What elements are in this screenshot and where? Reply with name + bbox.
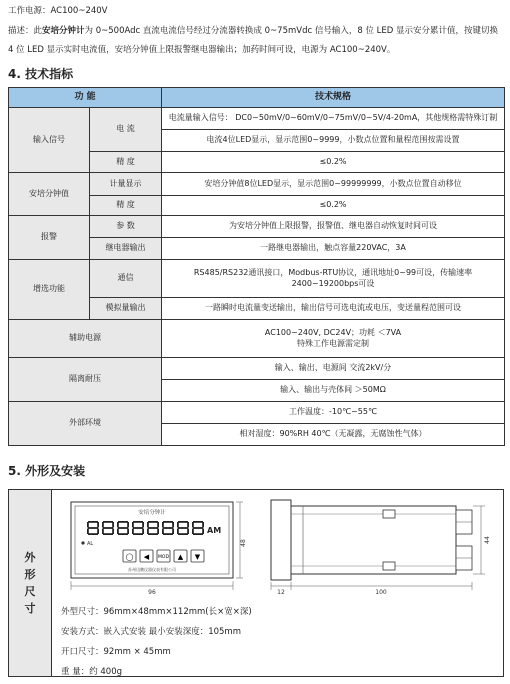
led-segment: [172, 529, 174, 535]
row-label-enhance: 增选功能: [9, 260, 90, 320]
led-segment: [162, 529, 164, 535]
cell-iso-spec-2: 输入、输出与壳体间 ＞50MΩ: [162, 380, 505, 402]
led-segment: [157, 522, 159, 528]
cell-count-spec: 安培分钟值8位LED显示，显示范围0~99999999，小数点位置自动移位: [162, 173, 505, 196]
led-segment: [103, 533, 113, 535]
side-bezel: [271, 500, 291, 580]
table-row: [9, 216, 505, 238]
front-view: [71, 502, 247, 596]
led-segment: [177, 529, 179, 535]
led-segment: [112, 522, 114, 528]
sub-label-current: 电 流: [90, 108, 162, 152]
label-char: 形: [24, 568, 36, 581]
led-segment: [187, 522, 189, 528]
led-segment: [127, 529, 129, 535]
cell-current-spec-2: 电流4位LED显示，显示范围0~9999，小数点位置和量程范围按需设置: [162, 130, 505, 152]
section5-title: 5. 外形及安装: [8, 464, 86, 478]
desc-text-1: 为 0~500Adc 直流电流信号经过分流器转换成 0~75mVdc 信号输入，8 位 LED 显示安分累计值，按键切换: [84, 26, 499, 36]
led-segment: [147, 529, 149, 535]
label-char: 尺: [24, 585, 36, 598]
desc-text-2: 4 位 LED 显示实时电流值，安培分钟值上限报警继电器输出；加药时间可设，电源为 AC100~240V。: [8, 45, 396, 55]
aux-spec-line-2: 特殊工作电源需定制: [297, 338, 370, 348]
led-segment: [192, 522, 194, 528]
cell-iso-spec-1: 输入、输出、电源间 交流2kV/分: [162, 358, 505, 380]
up-button-glyph: ▲: [177, 553, 184, 561]
product-description: [8, 22, 504, 60]
col-header-function: 功 能: [9, 88, 162, 108]
led-segment: [202, 529, 204, 535]
led-segment: [87, 522, 89, 528]
led-segment: [117, 522, 119, 528]
dimensions-box: [8, 489, 504, 677]
led-segment: [202, 522, 204, 528]
sub-label-params: 参 数: [90, 216, 162, 238]
led-segment: [142, 522, 144, 528]
table-row: [9, 358, 505, 380]
led-segment: [97, 522, 99, 528]
led-segment: [118, 527, 128, 529]
led-segment: [117, 529, 119, 535]
label-char: 外: [24, 551, 36, 564]
led-segment: [157, 529, 159, 535]
row-label-alarm: 报警: [9, 216, 90, 260]
cell-params-spec: 为安培分钟值上限报警，报警值、继电器自动恢复时间可设: [162, 216, 505, 238]
led-segment: [163, 527, 173, 529]
sub-label-count-display: 计量显示: [90, 173, 162, 196]
led-segment: [132, 522, 134, 528]
led-segment: [88, 521, 98, 523]
row-label-ampmin: 安培分钟值: [9, 173, 90, 216]
led-segment: [148, 521, 158, 523]
power-line: 工作电源：AC100~240V: [8, 6, 108, 16]
side-front-dim: 12: [277, 589, 285, 596]
sub-label-analog: 模拟量输出: [90, 298, 162, 320]
led-segment: [147, 522, 149, 528]
down-button-glyph: ▼: [194, 553, 201, 561]
led-segment: [178, 521, 188, 523]
led-segment: [97, 529, 99, 535]
front-buttons: [123, 550, 204, 562]
led-segment: [148, 527, 158, 529]
cell-aux-spec: [162, 320, 505, 358]
mount-clip: [383, 510, 395, 518]
row-label-aux-power: 辅助电源: [9, 320, 162, 358]
led-segment: [163, 521, 173, 523]
enter-button-glyph: ◯: [125, 553, 134, 561]
al-indicator-led: [81, 541, 84, 544]
dim-detail-row: 外型尺寸：96mm×48mm×112mm(长×宽×深): [61, 607, 252, 617]
dim-detail-row: 开口尺寸：92mm × 45mm: [61, 647, 171, 657]
table-row: [9, 173, 505, 196]
table-row: [9, 320, 505, 358]
aux-spec-line-1: AC100~240V, DC24V；功耗 ＜7VA: [264, 327, 402, 337]
led-segment: [187, 529, 189, 535]
comm-spec-line-2: 2400~19200bps可设: [291, 278, 375, 288]
cell-current-spec-1: 电流量输入信号： DC0~50mV/0~60mV/0~75mV/0~5V/4-20mA，其他规格需特殊订制: [162, 108, 505, 130]
sub-label-relay: 继电器输出: [90, 238, 162, 260]
left-button-glyph: ◀: [143, 553, 150, 561]
dim-detail-row: 重 量：约 400g: [61, 667, 123, 677]
front-height-dim: 48: [240, 539, 247, 547]
sub-label-precision-1: 精 度: [90, 152, 162, 173]
unit-label: AM: [207, 526, 222, 535]
led-segment: [193, 521, 203, 523]
dimensions-label: [9, 490, 52, 676]
led-segment: [133, 527, 143, 529]
sub-label-comm: 通信: [90, 260, 162, 298]
led-segment: [172, 522, 174, 528]
led-segment: [112, 529, 114, 535]
panel-title-text: 安培分钟计: [138, 510, 166, 516]
sub-label-precision-2: 精 度: [90, 196, 162, 216]
table-header-row: [9, 88, 505, 108]
side-housing: [291, 506, 456, 574]
side-height-dim: 44: [484, 536, 491, 544]
row-label-isolation: 隔离耐压: [9, 358, 162, 402]
cell-precision-1: ≤0.2%: [162, 152, 505, 173]
cell-relay-spec: 一路继电器输出，触点容量220VAC，3A: [162, 238, 505, 260]
led-segment: [88, 527, 98, 529]
led-segment: [102, 529, 104, 535]
dimension-details: [61, 602, 252, 682]
col-header-spec: 技术规格: [162, 88, 505, 108]
cell-precision-2: ≤0.2%: [162, 196, 505, 216]
section4-title: 4. 技术指标: [8, 67, 74, 81]
led-segment: [87, 529, 89, 535]
led-segment: [192, 529, 194, 535]
label-char: 寸: [24, 602, 36, 615]
side-depth-dim: 100: [375, 589, 387, 596]
led-segment: [162, 522, 164, 528]
led-segment: [127, 522, 129, 528]
desc-prefix: 描述：此: [8, 26, 43, 36]
led-segment: [118, 533, 128, 535]
mount-clip: [383, 562, 395, 570]
dimension-drawings: [53, 490, 503, 602]
led-segment: [193, 527, 203, 529]
led-segment: [118, 521, 128, 523]
led-segment: [178, 527, 188, 529]
comm-spec-line-1: RS485/RS232通讯接口，Modbus-RTU协议，通讯地址0~99可设，传输速率: [193, 267, 473, 277]
row-label-input-signal: 输入信号: [9, 108, 90, 173]
led-segment: [142, 529, 144, 535]
table-row: [9, 108, 505, 130]
led-segment: [133, 521, 143, 523]
al-indicator-label: AL: [87, 541, 94, 547]
led-segment: [102, 522, 104, 528]
cell-analog-spec: 一路瞬时电流量变送输出，输出信号可选电流或电压，变送量程范围可设: [162, 298, 505, 320]
cell-env-spec-2: 相对湿度：90%RH 40℃（无凝露，无腐蚀性气体）: [162, 424, 505, 446]
dim-detail-row: 安装方式：嵌入式安装 最小安装深度：105mm: [61, 627, 241, 637]
front-width-dim: 96: [148, 589, 156, 596]
led-segment: [103, 527, 113, 529]
led-segment: [178, 533, 188, 535]
desc-product-name: 安培分钟计: [42, 26, 85, 36]
led-segment: [88, 533, 98, 535]
cell-comm-spec: [162, 260, 505, 298]
spec-table: [8, 87, 505, 446]
led-segment: [177, 522, 179, 528]
led-segment: [133, 533, 143, 535]
table-row: [9, 260, 505, 298]
led-segment: [103, 521, 113, 523]
led-segment: [193, 533, 203, 535]
table-row: [9, 402, 505, 424]
cell-env-spec-1: 工作温度：-10℃~55℃: [162, 402, 505, 424]
company-name: 苏州迅鹏仪器仪表有限公司: [128, 567, 176, 572]
led-segment: [163, 533, 173, 535]
led-segment: [132, 529, 134, 535]
row-label-env: 外部环境: [9, 402, 162, 446]
mod-button-label: MOD: [158, 555, 169, 560]
led-segment: [148, 533, 158, 535]
side-view: [271, 500, 491, 596]
